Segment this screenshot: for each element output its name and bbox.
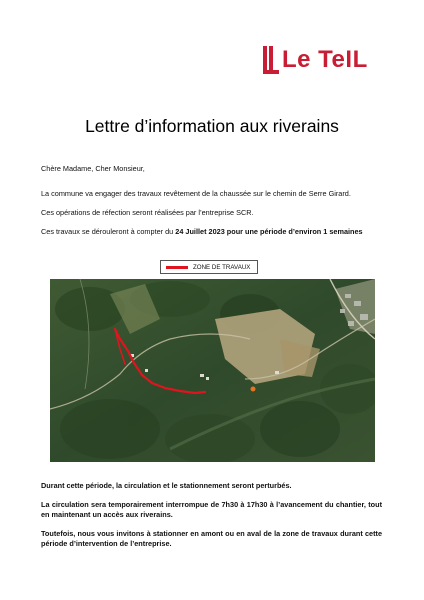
logo-text: Le TeIL (282, 46, 368, 73)
aerial-map (50, 279, 375, 462)
map-legend (160, 260, 258, 274)
logo-mark-icon (263, 44, 279, 76)
satellite-image (50, 279, 375, 462)
dates-bold: 24 Juillet 2023 pour une période d’environ 1 semaines (175, 227, 363, 236)
location-marker-icon (251, 387, 256, 392)
paragraph-contractor: Ces opérations de réfection seront réalisées par l’entreprise SCR. (41, 208, 254, 217)
dates-intro: Ces travaux se dérouleront à compter du (41, 227, 176, 236)
closing-interruption: La circulation sera temporairement interrompue de 7h30 à 17h30 à l’avancement du chantier, tout en maintenant un accès aux riverains. (41, 500, 382, 519)
paragraph-dates (41, 227, 382, 237)
page-title: Lettre d’information aux riverains (85, 116, 339, 136)
closing-traffic: Durant cette période, la circulation et le stationnement seront perturbés. (41, 481, 292, 490)
le-teil-logo (263, 44, 368, 76)
closing-parking: Toutefois, nous vous invitons à stationner en amont ou en aval de la zone de travaux durant cette période d’intervention de l’entreprise. (41, 529, 382, 548)
works-zone-swatch (166, 266, 188, 269)
paragraph-works: La commune va engager des travaux revêtement de la chaussée sur le chemin de Serre Girard. (41, 189, 351, 198)
salutation: Chère Madame, Cher Monsieur, (41, 164, 145, 173)
legend-label: ZONE DE TRAVAUX (193, 263, 251, 271)
